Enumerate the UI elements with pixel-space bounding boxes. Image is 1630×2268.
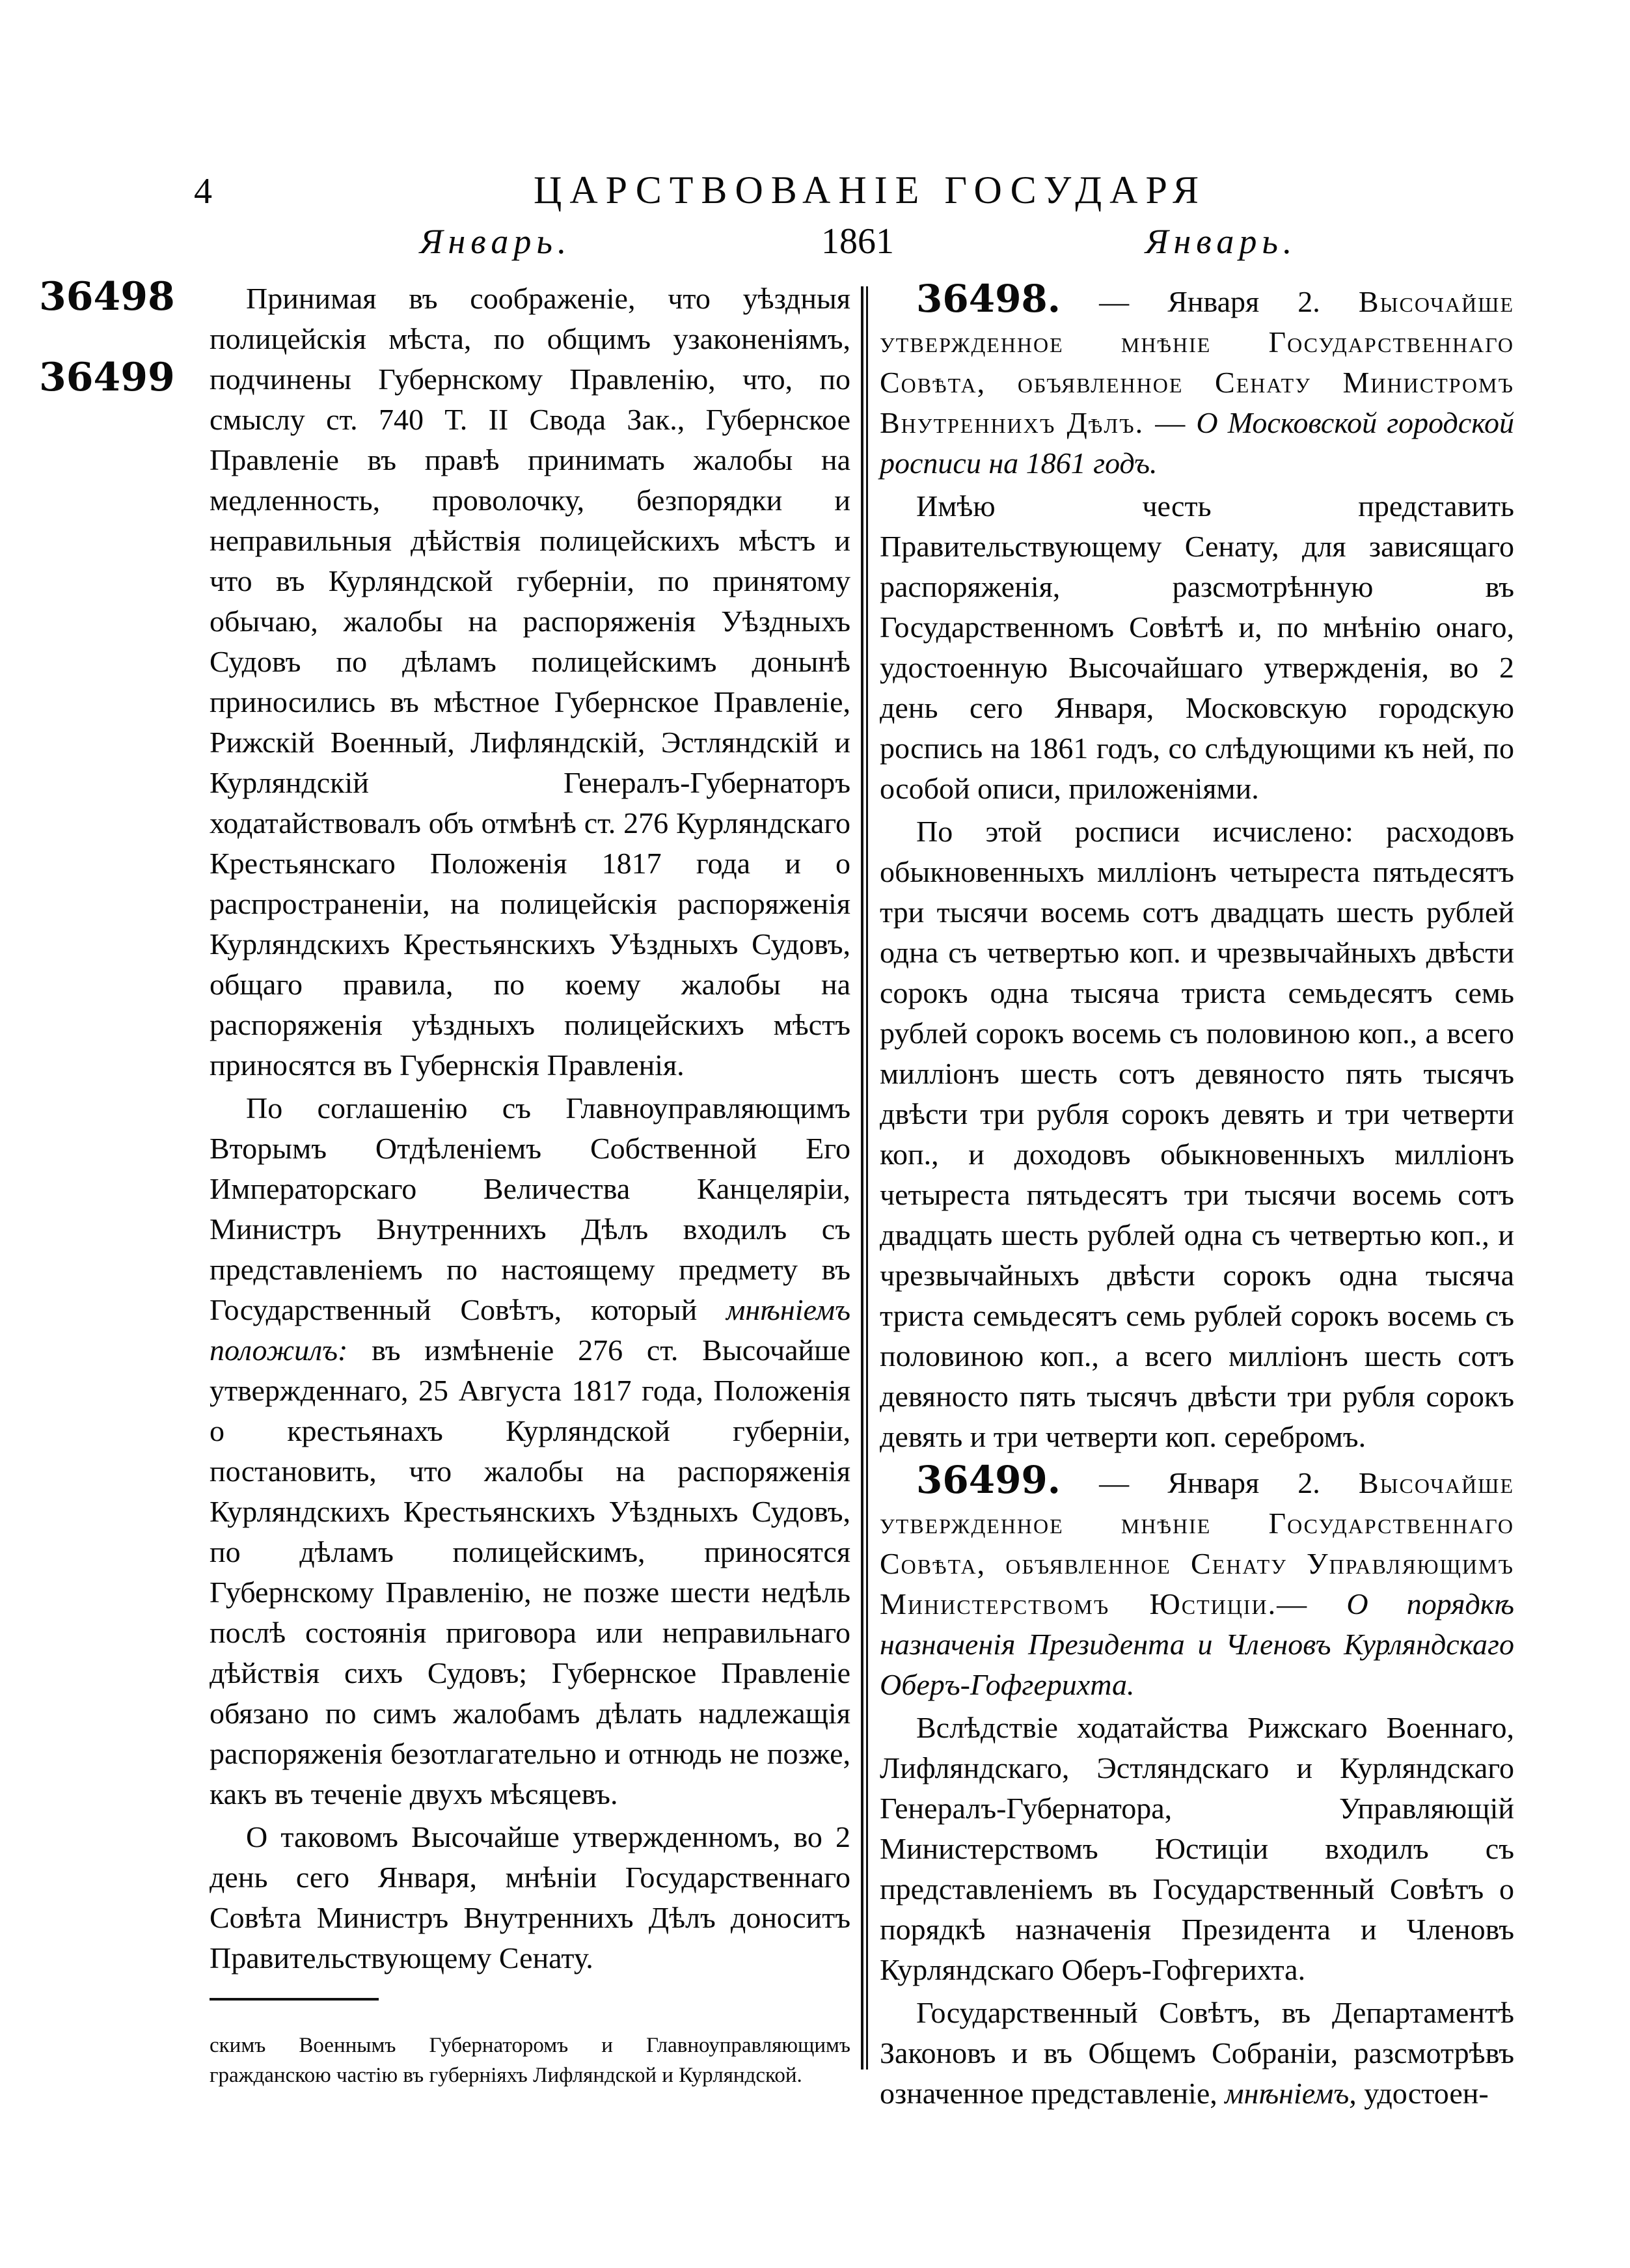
- paragraph: О таковомъ Высочайше утвержденномъ, во 2 день сего Января, мнѣніи Государственнаго Совѣта Министръ Внутреннихъ Дѣлъ доноситъ Правительствующему Сенату.: [210, 1820, 850, 1974]
- paragraph: [880, 1993, 1514, 2114]
- entry-subject: О порядкѣ назначенія Президента и Членовъ Курляндскаго Оберъ-Гофгерихта.: [880, 1587, 1515, 1701]
- italic-phrase: мнѣніемъ,: [1225, 2077, 1357, 2110]
- entry-number: 36499.: [916, 1458, 1061, 1502]
- margin-number-36498: 36498: [39, 274, 175, 320]
- entry-heading: [880, 279, 1514, 484]
- entry-title: Высочайше утвержденное мнѣніе Государственнаго Совѣта, объявленное Сенату Министромъ Внутреннихъ Дѣлъ. —: [880, 285, 1514, 439]
- paragraph-text: Государственный Совѣтъ, въ Департаментѣ Законовъ и въ Общемъ Собраніи, разсмотрѣвъ означенное представленіе,: [880, 1996, 1514, 2110]
- running-title: ЦАРСТВОВАНІЕ ГОСУДАРЯ: [534, 169, 1207, 212]
- paragraph-text: удостоен-: [1364, 2077, 1489, 2110]
- column-separator-inner: [866, 286, 868, 2070]
- entry-date: — Января 2.: [1099, 1466, 1320, 1499]
- footnote: скимъ Военнымъ Губернаторомъ и Главноуправляющимъ гражданскою частію въ губерніяхъ Лифляндской и Курляндской.: [210, 2034, 850, 2087]
- left-column: [210, 279, 850, 1978]
- month-right: Январь.: [1145, 222, 1297, 261]
- entry-date: — Января 2.: [1099, 285, 1320, 318]
- year: 1861: [821, 221, 894, 262]
- entry-heading: [880, 1460, 1514, 1705]
- entry-subject: О Московской городской росписи на 1861 годъ.: [880, 406, 1515, 480]
- paragraph: Вслѣдствіе ходатайства Рижскаго Военнаго, Лифляндскаго, Эстляндскаго и Курляндскаго Генералъ-Губернатора, Управляющій Министерствомъ Юстиціи входилъ съ представленіемъ въ Государственный Совѣтъ о порядкѣ назначенія Президента и Членовъ Курляндскаго Оберъ-Гофгерихта.: [880, 1711, 1514, 1986]
- entry-number: 36498.: [916, 277, 1061, 321]
- paragraph: [210, 1088, 850, 1814]
- italic-phrase: мнѣніемъ положилъ:: [210, 1293, 850, 1367]
- paragraph-text: въ измѣненіе 276 ст. Высочайше утвержденнаго, 25 Августа 1817 года, Положенія о крестьянахъ Курляндской губерніи, постановить, что жалобы на распоряженія Курляндскихъ Крестьянскихъ Уѣздныхъ Судовъ, по дѣламъ полицейскимъ, приносятся Губернскому Правленію, не позже шести недѣль послѣ состоянія приговора или неправильнаго дѣйствія сихъ Судовъ; Губернское Правленіе обязано по симъ жалобамъ дѣлать надлежащія распоряженія безотлагательно и отнюдь не позже, какъ въ теченіе двухъ мѣсяцевъ.: [210, 1333, 850, 1810]
- right-column: [880, 279, 1514, 2114]
- paragraph-text: По соглашенію съ Главноуправляющимъ Вторымъ Отдѣленіемъ Собственной Его Императорскаго Величества Канцеляріи, Министръ Внутреннихъ Дѣлъ входилъ съ представленіемъ по настоящему предмету въ Государственный Совѣтъ, который: [210, 1091, 850, 1326]
- paragraph: Принимая въ соображеніе, что уѣздныя полицейскія мѣста, по общимъ узаконеніямъ, подчинены Губернскому Правленію, что, по смыслу ст. 740 Т. II Свода Зак., Губернское Правленіе въ правѣ принимать жалобы на медленность, проволочку, безпорядки и неправильныя дѣйствія полицейскихъ мѣстъ и что въ Курляндской губерніи, по принятому обычаю, жалобы на распоряженія Уѣздныхъ Судовъ по дѣламъ полицейскимъ донынѣ приносились въ мѣстное Губернское Правленіе, Рижскій Военный, Лифляндскій, Эстляндскій и Курляндскій Генералъ-Губернаторъ ходатайствовалъ объ отмѣнѣ ст. 276 Курляндскаго Крестьянскаго Положенія 1817 года и о распространеніи, на полицейскія распоряженія Курляндскихъ Крестьянскихъ Уѣздныхъ Судовъ, общаго правила, по коему жалобы на распоряженія уѣздныхъ полицейскихъ мѣстъ приносятся въ Губернскія Правленія.: [210, 282, 850, 1082]
- margin-number-36499: 36499: [39, 355, 175, 400]
- entry-title: Высочайше утвержденное мнѣніе Государственнаго Совѣта, объявленное Сенату Управляющимъ Министерствомъ Юстиціи.—: [880, 1466, 1514, 1620]
- paragraph: По этой росписи исчислено: расходовъ обыкновенныхъ милліонъ четыреста пятьдесятъ три тысячи восемь сотъ двадцать шесть рублей одна съ четвертью коп. и чрезвычайныхъ двѣсти сорокъ одна тысяча триста семьдесятъ семь рублей сорокъ восемь съ половиною коп., а всего милліонъ шесть сотъ девяносто пять тысячъ двѣсти три рубля сорокъ девять и три четверти коп., и доходовъ обыкновенныхъ милліонъ четыреста пятьдесятъ три тысячи восемь сотъ двадцать шесть рублей одна съ четвертью коп., и чрезвычайныхъ двѣсти сорокъ одна тысяча триста семьдесятъ семь рублей сорокъ восемь съ половиною коп., а всего милліонъ шесть сотъ девяносто пять тысячъ двѣсти три рубля сорокъ девять и три четверти коп. серебромъ.: [880, 815, 1514, 1453]
- column-separator: [861, 286, 863, 2070]
- month-left: Январь.: [420, 222, 572, 261]
- paragraph: Имѣю честь представить Правительствующему Сенату, для зависящаго распоряженія, разсмотрѣнную въ Государственномъ Совѣтѣ и, по мнѣнію онаго, удостоенную Высочайшаго утвержденія, во 2 день сего Января, Московскую городскую роспись на 1861 годъ, со слѣдующими къ ней, по особой описи, приложеніями.: [880, 489, 1514, 805]
- page-number: 4: [194, 171, 212, 212]
- footnote-rule: [210, 1998, 379, 2001]
